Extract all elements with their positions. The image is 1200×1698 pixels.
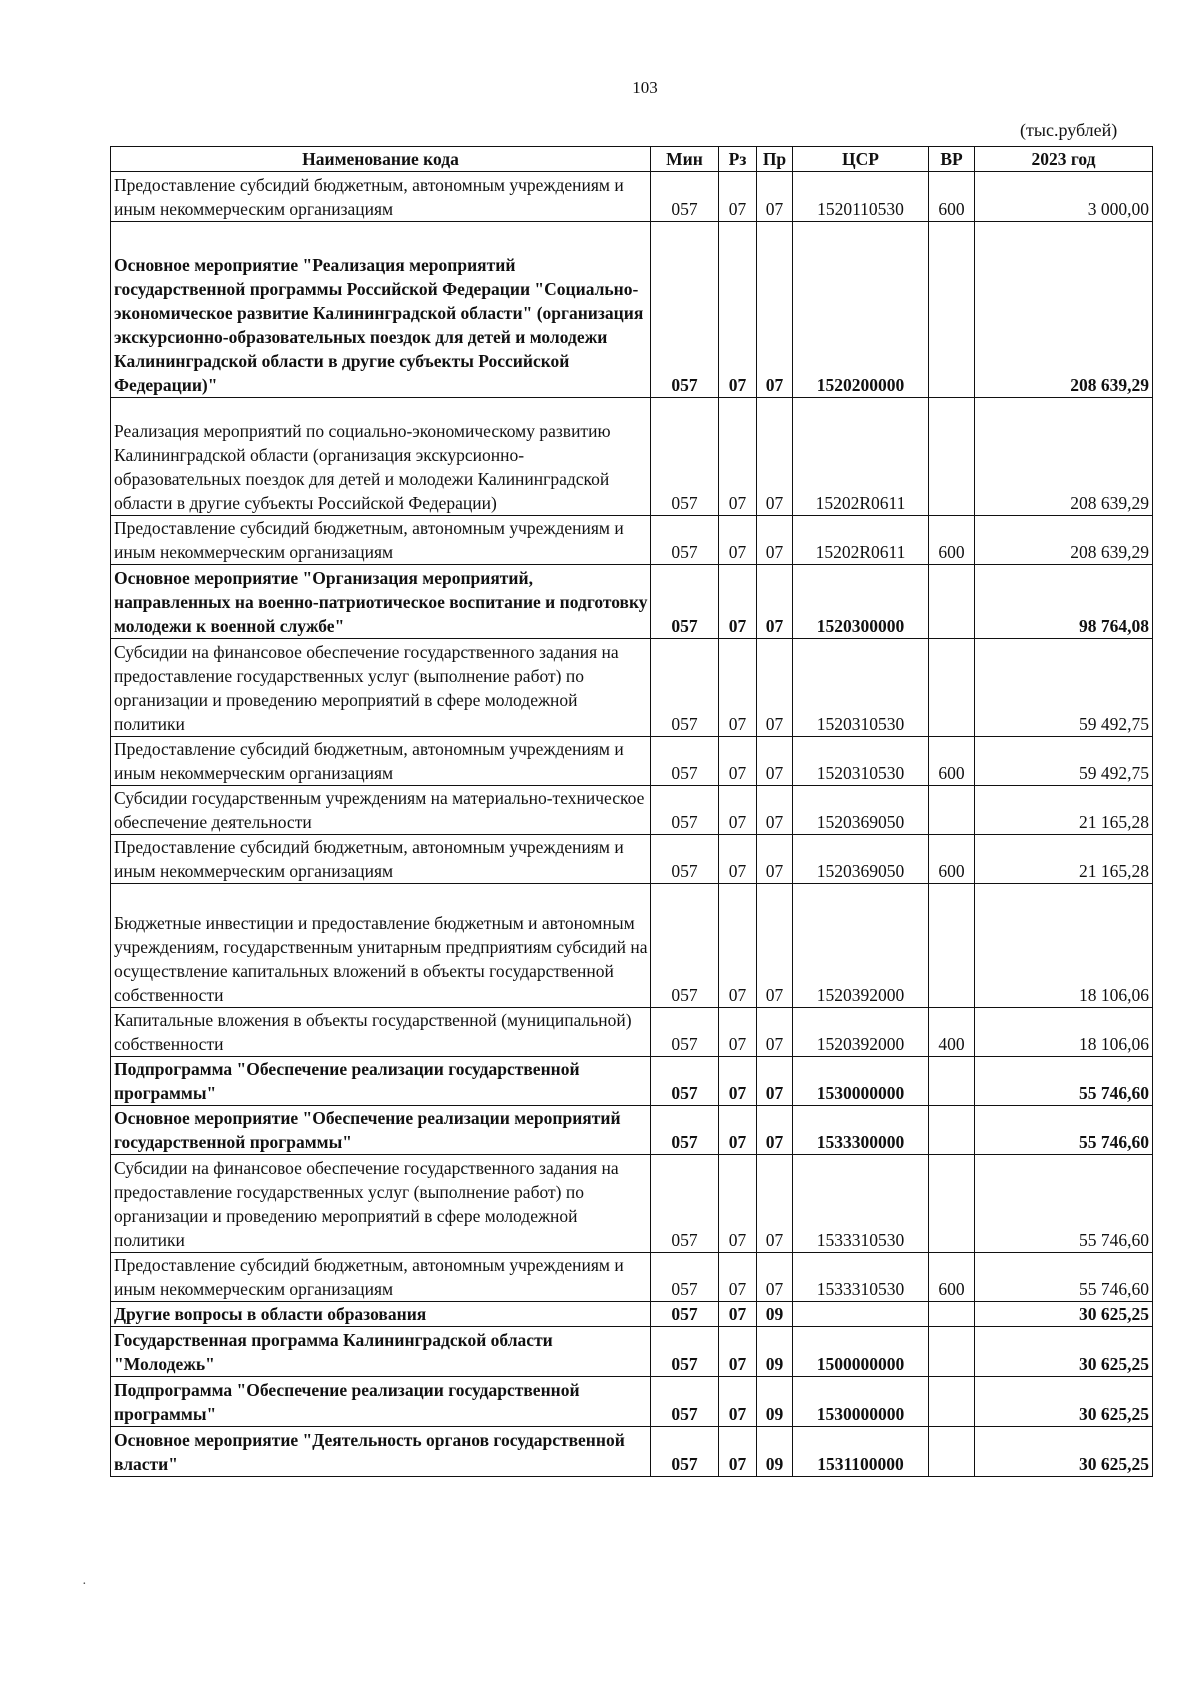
row-min: 057: [651, 737, 719, 786]
row-rz: 07: [719, 884, 757, 1008]
table-row: [111, 398, 1153, 516]
row-csr: 1533310530: [793, 1253, 929, 1302]
row-csr: 1533300000: [793, 1106, 929, 1155]
row-rz: 07: [719, 1302, 757, 1327]
table-row: [111, 1057, 1153, 1106]
row-sum: 55 746,60: [975, 1155, 1153, 1253]
row-sum: 59 492,75: [975, 639, 1153, 737]
row-vr: [929, 1057, 975, 1106]
row-sum: 55 746,60: [975, 1106, 1153, 1155]
table-row: [111, 1008, 1153, 1057]
row-pr: 07: [757, 1057, 793, 1106]
table-row: [111, 565, 1153, 639]
row-name: Предоставление субсидий бюджетным, автономным учреждениям и иным некоммерческим организациям: [111, 1253, 651, 1302]
row-sum: 208 639,29: [975, 398, 1153, 516]
table-row: [111, 1327, 1153, 1377]
row-min: 057: [651, 1057, 719, 1106]
row-name: Предоставление субсидий бюджетным, автономным учреждениям и иным некоммерческим организациям: [111, 172, 651, 222]
row-rz: 07: [719, 1155, 757, 1253]
scan-mark: ·: [82, 1577, 87, 1592]
row-name: Предоставление субсидий бюджетным, автономным учреждениям и иным некоммерческим организациям: [111, 737, 651, 786]
row-csr: 1520369050: [793, 835, 929, 884]
row-rz: 07: [719, 1057, 757, 1106]
row-name: Субсидии государственным учреждениям на материально-техническое обеспечение деятельности: [111, 786, 651, 835]
row-sum: 21 165,28: [975, 835, 1153, 884]
row-rz: 07: [719, 1377, 757, 1427]
row-rz: 07: [719, 398, 757, 516]
row-name: Бюджетные инвестиции и предоставление бюджетным и автономным учреждениям, государственным унитарным предприятиям субсидий на осуществление капитальных вложений в объекты государственной собственности: [111, 884, 651, 1008]
row-vr: [929, 1302, 975, 1327]
row-sum: 18 106,06: [975, 1008, 1153, 1057]
row-name: Основное мероприятие "Деятельность органов государственной власти": [111, 1427, 651, 1477]
row-vr: 600: [929, 835, 975, 884]
row-csr: 1520392000: [793, 884, 929, 1008]
row-pr: 09: [757, 1427, 793, 1477]
row-vr: 600: [929, 1253, 975, 1302]
row-pr: 09: [757, 1302, 793, 1327]
row-sum: 21 165,28: [975, 786, 1153, 835]
row-name: Капитальные вложения в объекты государственной (муниципальной) собственности: [111, 1008, 651, 1057]
row-vr: [929, 786, 975, 835]
units-label: (тыс.рублей): [1020, 120, 1118, 140]
row-min: 057: [651, 835, 719, 884]
row-min: 057: [651, 1302, 719, 1327]
row-min: 057: [651, 1253, 719, 1302]
row-name: Подпрограмма "Обеспечение реализации государственной программы": [111, 1057, 651, 1106]
row-vr: [929, 1377, 975, 1427]
row-min: 057: [651, 565, 719, 639]
row-csr: [793, 1302, 929, 1327]
row-name: Государственная программа Калининградской области "Молодежь": [111, 1327, 651, 1377]
row-sum: 59 492,75: [975, 737, 1153, 786]
table-row: [111, 516, 1153, 565]
row-rz: 07: [719, 1427, 757, 1477]
row-rz: 07: [719, 835, 757, 884]
row-rz: 07: [719, 1106, 757, 1155]
row-sum: 55 746,60: [975, 1253, 1153, 1302]
row-pr: 07: [757, 1106, 793, 1155]
table-header-row: [111, 147, 1153, 172]
row-sum: 30 625,25: [975, 1377, 1153, 1427]
row-csr: 1520310530: [793, 639, 929, 737]
row-sum: 30 625,25: [975, 1427, 1153, 1477]
row-sum: 208 639,29: [975, 222, 1153, 398]
row-name: Реализация мероприятий по социально-экономическому развитию Калининградской области (организация экскурсионно-образовательных поездок для детей и молодежи Калининградской области в другие субъекты Российской Федерации): [111, 398, 651, 516]
table-row: [111, 639, 1153, 737]
row-rz: 07: [719, 516, 757, 565]
row-name: Основное мероприятие "Обеспечение реализации мероприятий государственной программы": [111, 1106, 651, 1155]
row-pr: 07: [757, 786, 793, 835]
row-rz: 07: [719, 639, 757, 737]
row-rz: 07: [719, 786, 757, 835]
row-csr: 15202R0611: [793, 398, 929, 516]
row-name: Предоставление субсидий бюджетным, автономным учреждениям и иным некоммерческим организациям: [111, 835, 651, 884]
row-min: 057: [651, 786, 719, 835]
page-number: 103: [632, 78, 658, 97]
table-body: [111, 172, 1153, 1477]
row-pr: 07: [757, 172, 793, 222]
row-rz: 07: [719, 1327, 757, 1377]
row-rz: 07: [719, 1253, 757, 1302]
row-pr: 07: [757, 639, 793, 737]
row-rz: 07: [719, 222, 757, 398]
row-vr: [929, 222, 975, 398]
row-csr: 1530000000: [793, 1057, 929, 1106]
row-csr: 1500000000: [793, 1327, 929, 1377]
row-pr: 07: [757, 1253, 793, 1302]
table-row: [111, 786, 1153, 835]
row-sum: 55 746,60: [975, 1057, 1153, 1106]
row-vr: [929, 884, 975, 1008]
table-row: [111, 172, 1153, 222]
row-vr: [929, 1155, 975, 1253]
row-min: 057: [651, 172, 719, 222]
row-pr: 07: [757, 222, 793, 398]
table-row: [111, 1302, 1153, 1327]
row-min: 057: [651, 222, 719, 398]
header-csr: ЦСР: [793, 147, 929, 172]
header-pr: Пр: [757, 147, 793, 172]
row-pr: 07: [757, 1008, 793, 1057]
row-sum: 30 625,25: [975, 1327, 1153, 1377]
table-row: [111, 835, 1153, 884]
row-name: Предоставление субсидий бюджетным, автономным учреждениям и иным некоммерческим организациям: [111, 516, 651, 565]
row-min: 057: [651, 1377, 719, 1427]
row-pr: 07: [757, 835, 793, 884]
budget-table: [110, 146, 1153, 1477]
header-vr: ВР: [929, 147, 975, 172]
table-row: [111, 222, 1153, 398]
row-sum: 18 106,06: [975, 884, 1153, 1008]
row-pr: 07: [757, 398, 793, 516]
row-min: 057: [651, 1155, 719, 1253]
row-sum: 3 000,00: [975, 172, 1153, 222]
row-sum: 208 639,29: [975, 516, 1153, 565]
row-vr: 400: [929, 1008, 975, 1057]
table-row: [111, 1106, 1153, 1155]
header-name: Наименование кода: [111, 147, 651, 172]
row-csr: 15202R0611: [793, 516, 929, 565]
row-vr: 600: [929, 172, 975, 222]
row-csr: 1533310530: [793, 1155, 929, 1253]
row-csr: 1531100000: [793, 1427, 929, 1477]
row-pr: 09: [757, 1377, 793, 1427]
table-row: [111, 1155, 1153, 1253]
header-rz: Рз: [719, 147, 757, 172]
row-rz: 07: [719, 172, 757, 222]
table-row: [111, 737, 1153, 786]
table-row: [111, 1253, 1153, 1302]
row-vr: [929, 1427, 975, 1477]
row-rz: 07: [719, 565, 757, 639]
row-csr: 1520369050: [793, 786, 929, 835]
row-rz: 07: [719, 737, 757, 786]
table-row: [111, 1427, 1153, 1477]
row-min: 057: [651, 398, 719, 516]
row-min: 057: [651, 516, 719, 565]
row-name: Субсидии на финансовое обеспечение государственного задания на предоставление государственных услуг (выполнение работ) по организации и проведению мероприятий в сфере молодежной политики: [111, 1155, 651, 1253]
row-vr: [929, 1106, 975, 1155]
row-min: 057: [651, 1008, 719, 1057]
row-csr: 1520392000: [793, 1008, 929, 1057]
row-csr: 1520110530: [793, 172, 929, 222]
row-vr: [929, 565, 975, 639]
row-pr: 07: [757, 737, 793, 786]
row-name: Субсидии на финансовое обеспечение государственного задания на предоставление государственных услуг (выполнение работ) по организации и проведению мероприятий в сфере молодежной политики: [111, 639, 651, 737]
row-pr: 09: [757, 1327, 793, 1377]
row-vr: [929, 1327, 975, 1377]
row-sum: 98 764,08: [975, 565, 1153, 639]
row-min: 057: [651, 1106, 719, 1155]
row-pr: 07: [757, 516, 793, 565]
row-min: 057: [651, 884, 719, 1008]
row-name: Другие вопросы в области образования: [111, 1302, 651, 1327]
row-min: 057: [651, 639, 719, 737]
header-min: Мин: [651, 147, 719, 172]
row-vr: [929, 398, 975, 516]
row-min: 057: [651, 1327, 719, 1377]
row-min: 057: [651, 1427, 719, 1477]
row-vr: 600: [929, 516, 975, 565]
row-vr: [929, 639, 975, 737]
table-row: [111, 1377, 1153, 1427]
row-rz: 07: [719, 1008, 757, 1057]
row-csr: 1520300000: [793, 565, 929, 639]
row-csr: 1530000000: [793, 1377, 929, 1427]
row-name: Подпрограмма "Обеспечение реализации государственной программы": [111, 1377, 651, 1427]
row-csr: 1520200000: [793, 222, 929, 398]
row-sum: 30 625,25: [975, 1302, 1153, 1327]
row-pr: 07: [757, 884, 793, 1008]
row-name: Основное мероприятие "Реализация мероприятий государственной программы Российской Федерации "Социально-экономическое развитие Калининградской области" (организация экскурсионно-образовательных поездок для детей и молодежи Калининградской области в другие субъекты Российской Федерации)": [111, 222, 651, 398]
row-name: Основное мероприятие "Организация мероприятий, направленных на военно-патриотическое воспитание и подготовку молодежи к военной службе": [111, 565, 651, 639]
table-row: [111, 884, 1153, 1008]
row-csr: 1520310530: [793, 737, 929, 786]
row-pr: 07: [757, 565, 793, 639]
row-vr: 600: [929, 737, 975, 786]
header-year: 2023 год: [975, 147, 1153, 172]
row-pr: 07: [757, 1155, 793, 1253]
